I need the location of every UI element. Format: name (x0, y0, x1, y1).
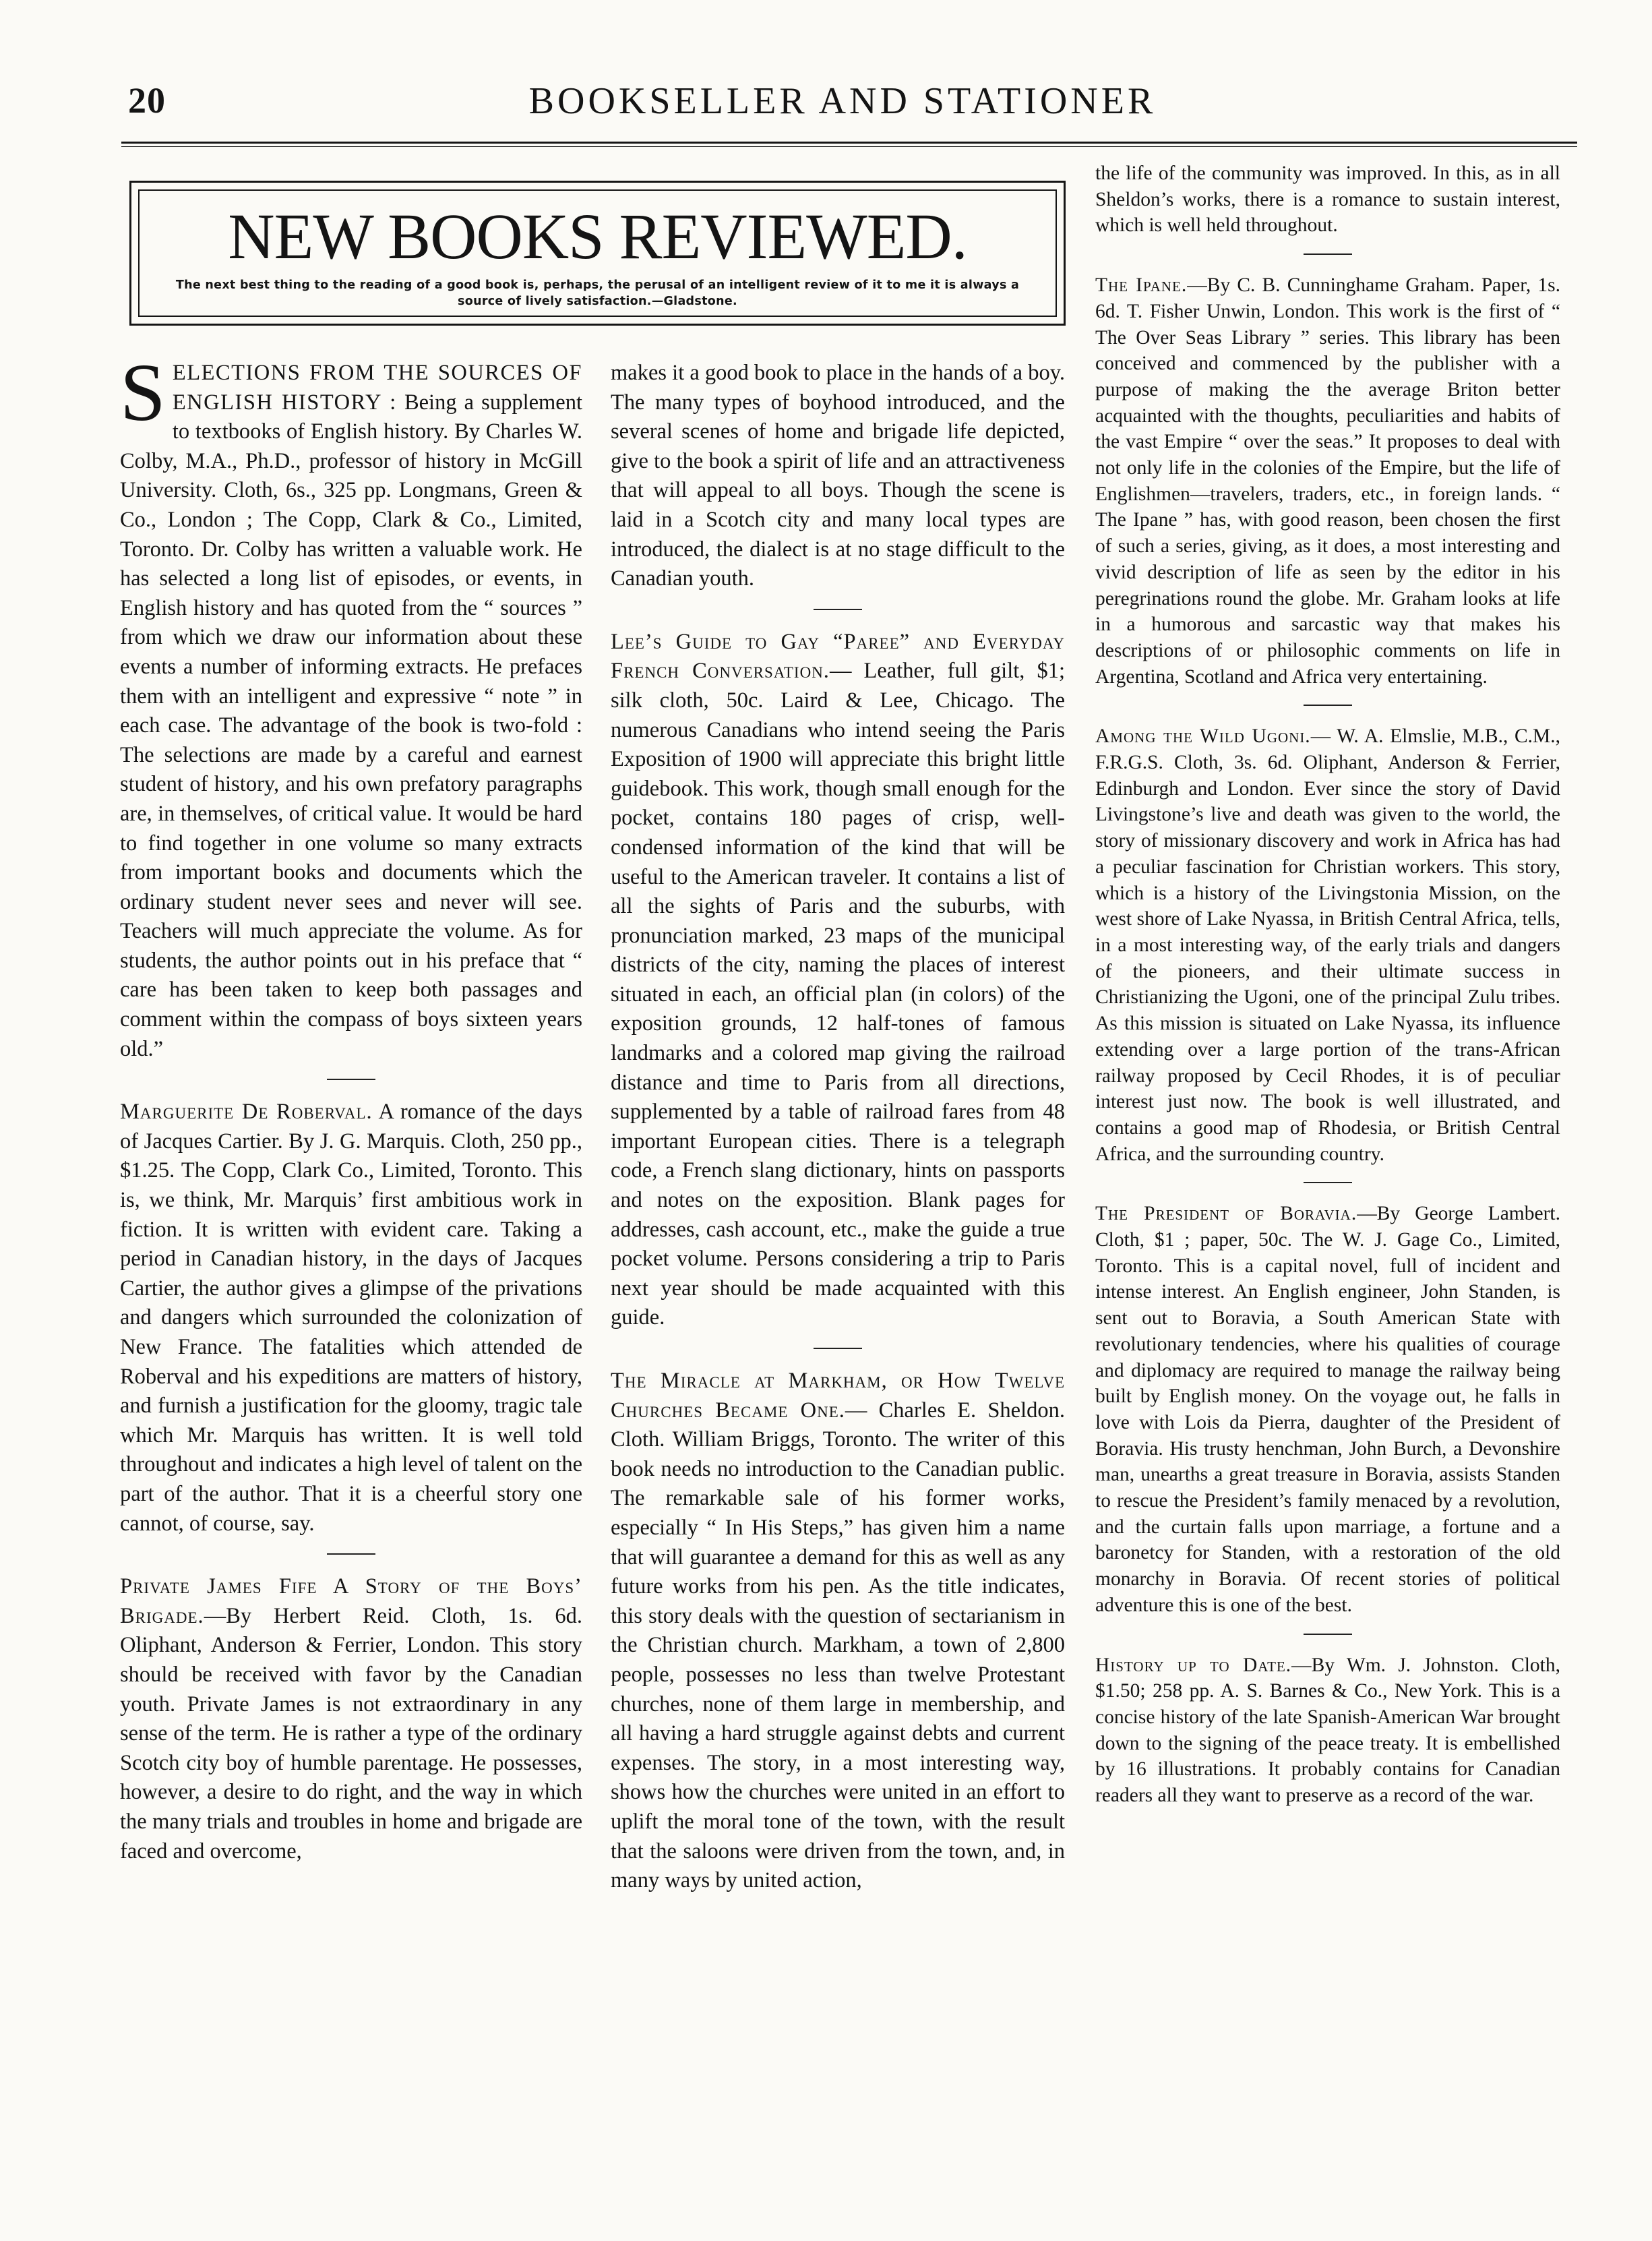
review-separator (327, 1079, 375, 1080)
review-separator (327, 1553, 375, 1555)
review-body: —By C. B. Cunninghame Graham. Paper, 1s. 6d. T. Fisher Unwin, London. This work is the first of “ The Over Seas Library ” series. This library has been conceived and commenced by the publisher with a purpose of making the the average Briton better acquainted with the thoughts, peculiarities and habits of the vast Empire “ over the seas.” It proposes to deal with not only life in the colonies of the Empire, but the life of Englishmen—travelers, traders, etc., in foreign lands. “ The Ipane ” has, with good reason, been chosen the first of such a series, giving, as it does, a most interesting and vivid description of life as seen by the editor in his peregrinations round the globe. Mr. Graham looks at life in a humorous and sarcastic way that makes his descriptions of or philosophic comments on life in Argentina, Scotland and Africa very entertaining. (1095, 274, 1560, 688)
review-title: Among the Wild Ugoni. (1095, 725, 1311, 748)
column-left (120, 347, 583, 1866)
review-boravia (1095, 1201, 1560, 1618)
running-title: BOOKSELLER AND STATIONER (528, 80, 1157, 122)
review-ipane (1095, 272, 1560, 690)
review-selections (120, 347, 583, 1064)
review-title: The Miracle at Markham, or How Twelve Churches Became One. (611, 1369, 1065, 1423)
review-title: Marguerite De Roberval. (120, 1100, 373, 1125)
drop-cap: S (120, 347, 166, 438)
column-right (1095, 160, 1560, 1809)
review-body: —By George Lambert. Cloth, $1 ; paper, 50c. The W. J. Gage Co., Limited, Toronto. This is a capital novel, full of incident and intense interest. An English engineer, John Standen, is sent out to Boravia, a South American State with revolutionary tendencies, where his qualities of courage and diplomacy are required to manage the railway being built by English money. On the voyage out, he falls in love with Lois da Pierra, daughter of the President of Boravia. His trusty henchman, John Burch, a Devonshire man, unearths a great treasure in Boravia, assists Standen to rescue the President’s family menaced by a revolution, and the curtain falls upon marriage, a fortune and a baronetcy for Standen, with a restoration of the old monarchy in Boravia. Of recent stories of political adventure this is one of the best. (1095, 1203, 1560, 1616)
review-title: Lee’s Guide to Gay “Paree” and Everyday French Conversation. (611, 629, 1065, 684)
review-body: — Leather, full gilt, $1; silk cloth, 50c. Laird & Lee, Chicago. The numerous Canadians who intend seeing the Paris Exposition of 1900 will appreciate this bright little guidebook. This work, though small enough for the pocket, contains 180 pages of crisp, well-condensed information of the kind that will be useful to the American traveler. It contains a list of all the sights of Paris and the suburbs, with pronunciation marked, 23 maps of the municipal districts of the city, naming the places of interest situated in each, an official plan (in colors) of the exposition grounds, 12 half-tones of famous landmarks and a colored map giving the railroad distance and time to Paris from all directions, supplemented by a table of railroad fares from 48 important European cities. There is a telegraph code, a French slang dictionary, hints on passports and notes on the exposition. Blank pages for addresses, cash account, etc., make the guide a true pocket volume. Persons considering a trip to Paris next year should be made acquainted with this guide. (611, 659, 1066, 1330)
review-separator (1304, 1182, 1352, 1183)
review-separator (1304, 1634, 1352, 1635)
review-separator (1304, 705, 1352, 706)
review-title: History up to Date. (1095, 1654, 1292, 1676)
review-title: Private James Fife A Story of the Boys’ Brigade. (120, 1574, 582, 1628)
section-banner (129, 181, 1066, 326)
review-body: — W. A. Elmslie, M.B., C.M., F.R.G.S. Cloth, 3s. 6d. Oliphant, Anderson & Ferrier, Edinburgh and London. Ever since the story of David Livingstone’s live and death was given to the world, the story of missionary discovery and work in Africa has had a peculiar fascination for Christian workers. This story, which is a history of the Livingstonia Mission, on the west shore of Lake Nyassa, in British Central Africa, tells, in a most interesting way, of the early trials and dangers of the pioneers, and their ultimate success in Christianizing the Ugoni, one of the principal Zulu tribes. As this mission is situated on Lake Nyassa, its influence extending over a large portion of the trans-African railway proposed by Cecil Rhodes, it is of peculiar interest just now. The book is well illustrated, and contains a good map of Rhodesia, or British Central Africa, and the surrounding country. (1095, 725, 1560, 1165)
review-lees-guide (611, 628, 1065, 1333)
review-body: — Charles E. Sheldon. Cloth. William Briggs, Toronto. The writer of this book needs no introduction to the Canadian public. The remarkable sale of his former works, especially “ In His Steps,” has given him a name that will guarantee a demand for this as well as any future works from his pen. As the title indicates, this story deals with the question of sectarianism in the Christian church. Markham, a town of 2,800 people, possesses no less than twelve Protestant churches, none of them large in membership, and all having a hard struggle against debts and current expenses. The story, in a most interesting way, shows how the churches were united in an effort to uplift the moral tone of the town, with the result that the saloons were driven from the town, and, in many ways by united action, (611, 1398, 1065, 1893)
column-middle (611, 359, 1065, 1896)
review-separator (814, 609, 862, 610)
review-history-up-to-date (1095, 1652, 1560, 1809)
review-body: —By Wm. J. Johnston. Cloth, $1.50; 258 pp. A. S. Barnes & Co., New York. This is a concise history of the late Spanish-American War brought down to the signing of the peace treaty. It is embellished by 16 illustrations. It probably contains for Canadian readers all they want to preserve as a record of the war. (1095, 1654, 1561, 1807)
review-title: ELECTIONS FROM THE SOURCES OF ENGLISH HISTORY : (172, 361, 582, 415)
gladstone-quote: The next best thing to the reading of a good book is, perhaps, the perusal of an intelligent review of it to me it is always a source of lively satisfaction.—Gladstone. (175, 278, 1020, 308)
review-separator (814, 1348, 862, 1349)
header-rule (121, 142, 1577, 147)
review-separator (1304, 253, 1352, 255)
review-miracle (611, 1367, 1065, 1896)
review-among-ugoni (1095, 723, 1560, 1167)
section-title: NEW BOOKS REVIEWED. (228, 200, 967, 272)
banner-inner-frame (138, 189, 1057, 317)
review-private-james-continued: makes it a good book to place in the hands of a boy. The many types of boyhood introduced, and the several scenes of home and brigade life depicted, give to the book a spirit of life and an attractiveness that will appeal to all boys. Though the scene is laid in a Scotch city and many local types are introduced, the dialect is at no stage difficult to the Canadian youth. (611, 361, 1065, 591)
review-title: The Ipane. (1095, 274, 1188, 297)
review-body: —By Herbert Reid. Cloth, 1s. 6d. Oliphant, Anderson & Ferrier, London. This story should be received with favor by the Canadian youth. Private James is not extraordinary in any sense of the term. He is rather a type of the ordinary Scotch city boy of humble parentage. He possesses, however, a desire to do right, and the way in which the many trials and troubles in home and brigade are faced and overcome, (120, 1603, 582, 1863)
review-title: The President of Boravia. (1095, 1203, 1357, 1225)
review-body: Being a supplement to textbooks of English history. By Charles W. Colby, M.A., Ph.D., professor of history in McGill University. Cloth, 6s., 325 pp. Longmans, Green & Co., London ; The Copp, Clark & Co., Limited, Toronto. Dr. Colby has written a valuable work. He has selected a long list of episodes, or events, in English history and has quoted from the “ sources ” from which we draw our information about these events a number of informing extracts. He prefaces them with an intelligent and expressive “ note ” in each case. The advantage of the book is two-fold : The selections are made by a careful and earnest student of history, and his own prefatory paragraphs are, in themselves, of critical value. It would be hard to find together in one volume so many extracts from important books and documents which the ordinary student never sees and never will see. Teachers will much appreciate the volume. As for students, the author points out in his preface that “ care has been taken to keep both passages and comment within the compass of boys sixteen years old.” (120, 390, 583, 1061)
review-continuation: the life of the community was improved. In this, as in all Sheldon’s works, there is a romance to sustain interest, which is well held throughout. (1095, 162, 1560, 237)
review-private-james (120, 1572, 582, 1866)
review-marguerite (120, 1098, 582, 1538)
review-body: A romance of the days of Jacques Cartier. By J. G. Marquis. Cloth, 250 pp., $1.25. The Copp, Clark Co., Limited, Toronto. This is, we think, Mr. Marquis’ first ambitious work in fiction. It is written with evident care. Taking a period in Canadian history, in the days of Jacques Cartier, the author gives a glimpse of the privations and dangers which surrounded the colonization of New France. The fatalities which attended de Roberval and his expeditions are matters of history, and furnish a justification for the gloomy, tragic tale which Mr. Marquis has written. It is well told throughout and indicates a high level of talent on the part of the author. That it is a cheerful story one cannot, of course, say. (120, 1100, 582, 1536)
page-number: 20 (128, 80, 166, 121)
